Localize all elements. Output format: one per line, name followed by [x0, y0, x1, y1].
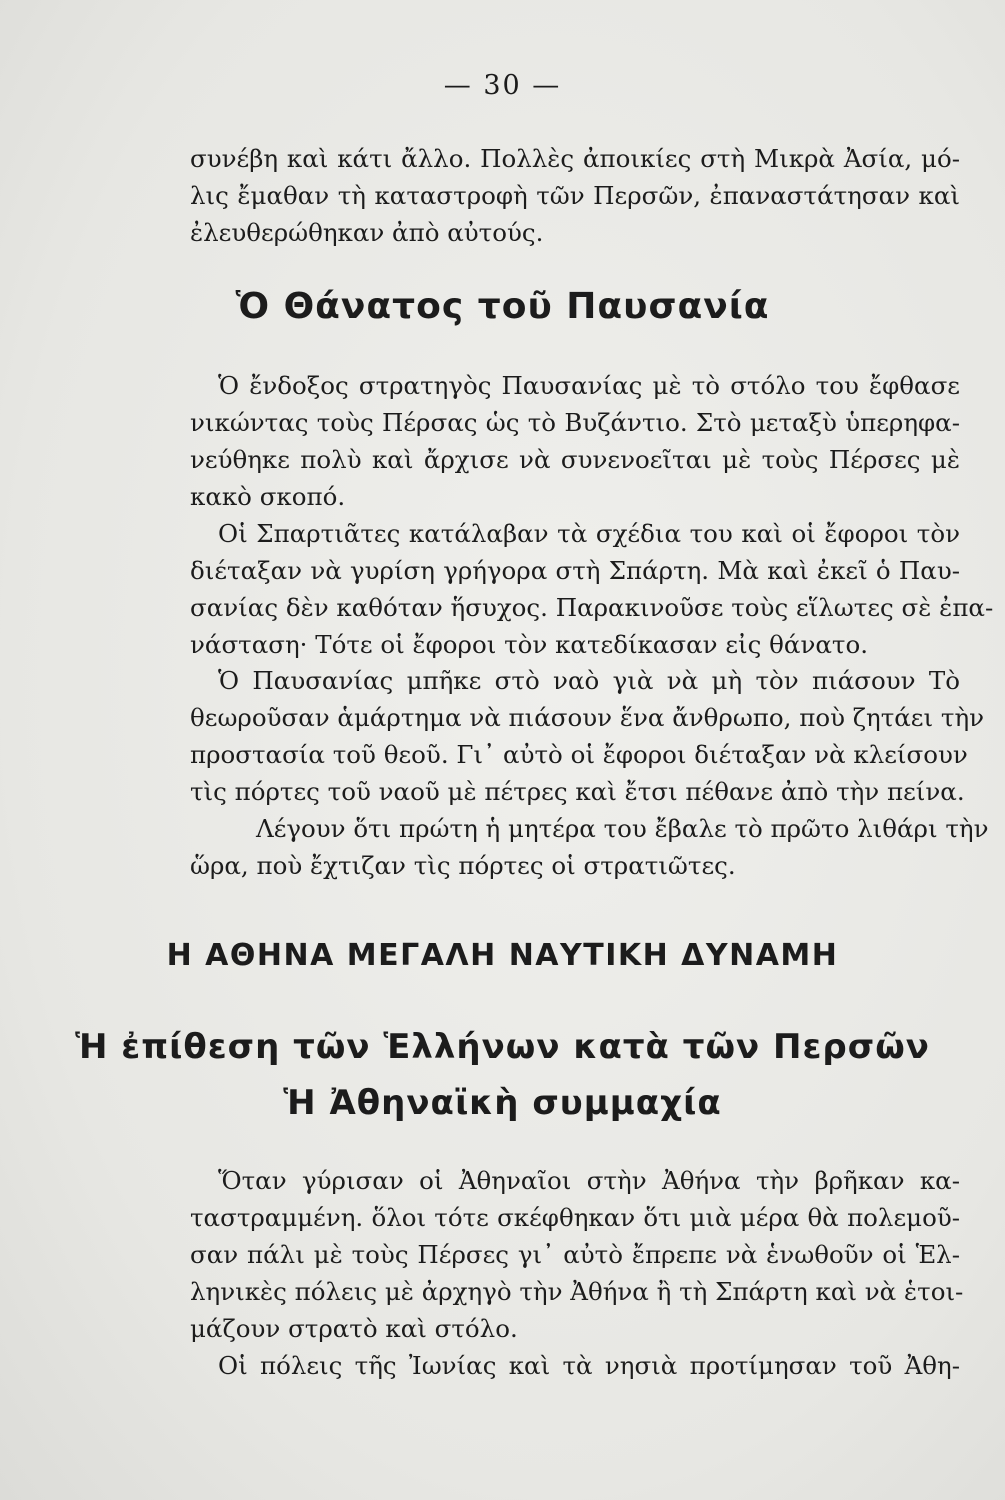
text-line: διέταξαν νὰ γυρίση γρήγορα στὴ Σπάρτη. Μὰ καὶ ἐκεῖ ὁ Παυ- [190, 556, 960, 585]
text-line: τὶς πόρτες τοῦ ναοῦ μὲ πέτρες καὶ ἔτσι πέθανε ἀπὸ τὴν πείνα. [190, 777, 965, 806]
text-line: σαν πάλι μὲ τοὺς Πέρσες γι᾿ αὐτὸ ἔπρεπε νὰ ἑνωθοῦν οἱ Ἑλ- [190, 1240, 960, 1269]
chapter-title: Η ΑΘΗΝΑ ΜΕΓΑΛΗ ΝΑΥΤΙΚΗ ΔΥΝΑΜΗ [166, 938, 839, 973]
text-line: κακὸ σκοπό. [190, 482, 346, 511]
paragraph [190, 662, 985, 810]
text-line: θεωροῦσαν ἁμάρτημα νὰ πιάσουν ἕνα ἄνθρωπο, ποὺ ζητάει τὴν [190, 703, 985, 732]
text-line: προστασία τοῦ θεοῦ. Γι᾿ αὐτὸ οἱ ἔφοροι διέταξαν νὰ κλείσουν [190, 740, 968, 769]
text-line: νικώντας τοὺς Πέρσας ὡς τὸ Βυζάντιο. Στὸ μεταξὺ ὑπερηφα- [190, 408, 960, 437]
text-line: Οἱ Σπαρτιᾶτες κατάλαβαν τὰ σχέδια του καὶ οἱ ἔφοροι τὸν [218, 519, 960, 548]
section-title-death-of-pausanias: Ὁ Θάνατος τοῦ Παυσανία [235, 286, 770, 327]
paragraph [190, 1347, 960, 1384]
paragraph [190, 810, 989, 884]
text-line: Λέγουν ὅτι πρώτη ἡ μητέρα του ἔβαλε τὸ πρῶτο λιθάρι τὴν [256, 814, 989, 843]
text-line: Ὅταν γύρισαν οἱ Ἀθηναῖοι στὴν Ἀθήνα τὴν βρῆκαν κα- [218, 1166, 960, 1195]
section-subtitle-attack: Ἡ ἐπίθεση τῶν Ἑλλήνων κατὰ τῶν Περσῶν [75, 1027, 930, 1067]
intro-paragraph [190, 140, 960, 251]
text-line: ταστραμμένη. ὅλοι τότε σκέφθηκαν ὅτι μιὰ μέρα θὰ πολεμοῦ- [190, 1203, 960, 1232]
text-line: λις ἔμαθαν τὴ καταστροφὴ τῶν Περσῶν, ἐπαναστάτησαν καὶ [190, 181, 960, 210]
page-number: — 30 — [443, 70, 562, 101]
text-line: Οἱ πόλεις τῆς Ἰωνίας καὶ τὰ νησιὰ προτίμησαν τοῦ Ἀθη- [218, 1351, 960, 1380]
text-line: ληνικὲς πόλεις μὲ ἀρχηγὸ τὴν Ἀθήνα ἢ τὴ Σπάρτη καὶ νὰ ἑτοι- [190, 1277, 964, 1306]
text-line: ἐλευθερώθηκαν ἀπὸ αὐτούς. [190, 218, 544, 247]
text-line: ὥρα, ποὺ ἔχτιζαν τὶς πόρτες οἱ στρατιῶτες. [190, 851, 736, 880]
text-line: Ὁ Παυσανίας μπῆκε στὸ ναὸ γιὰ νὰ μὴ τὸν πιάσουν Τὸ [218, 666, 960, 695]
text-line: Ὁ ἔνδοξος στρατηγὸς Παυσανίας μὲ τὸ στόλο του ἔφθασε [218, 371, 960, 400]
section-subtitle-alliance: Ἡ Ἀθηναϊκὴ συμμαχία [283, 1083, 722, 1123]
text-line: συνέβη καὶ κάτι ἄλλο. Πολλὲς ἀποικίες στὴ Μικρὰ Ἀσία, μό- [190, 144, 960, 173]
text-line: σανίας δὲν καθόταν ἥσυχος. Παρακινοῦσε τοὺς εἵλωτες σὲ ἐπα- [190, 593, 994, 622]
text-line: νεύθηκε πολὺ καὶ ἄρχισε νὰ συνενοεῖται μὲ τοὺς Πέρσες μὲ [190, 445, 960, 474]
paragraph [190, 1162, 964, 1347]
text-line: μάζουν στρατὸ καὶ στόλο. [190, 1314, 518, 1343]
text-line: νάσταση· Τότε οἱ ἔφοροι τὸν κατεδίκασαν εἰς θάνατο. [190, 630, 868, 659]
paragraph [190, 515, 994, 663]
paragraph [190, 367, 960, 515]
